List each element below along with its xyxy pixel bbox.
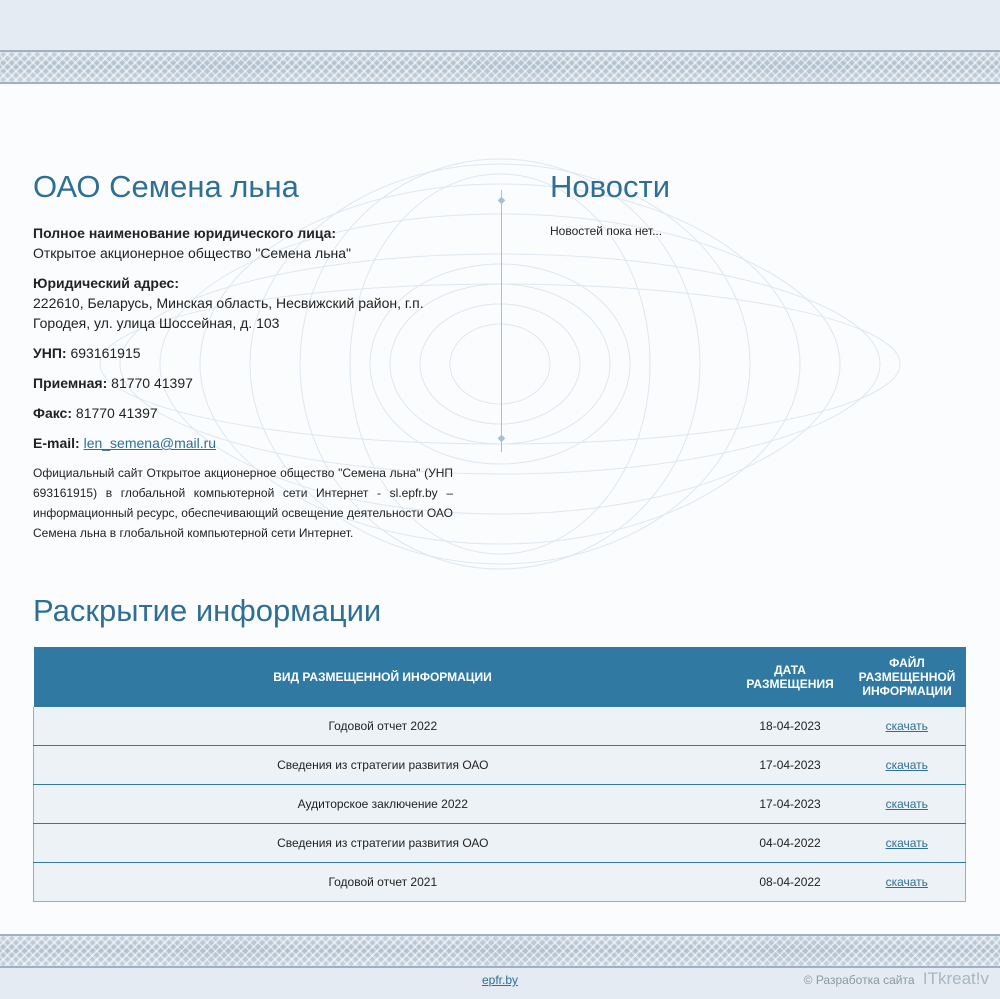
reception-block [33, 373, 453, 393]
row-type: Годовой отчет 2021 [34, 863, 732, 902]
row-date: 08-04-2022 [732, 863, 849, 902]
unp-value: 693161915 [70, 345, 141, 361]
download-link[interactable]: скачать [885, 836, 928, 850]
table-row [34, 746, 966, 785]
row-date: 17-04-2023 [732, 785, 849, 824]
developer-credit [804, 969, 989, 989]
email-link[interactable]: len_semena@mail.ru [83, 435, 217, 451]
download-link[interactable]: скачать [885, 875, 928, 889]
table-header-row [34, 647, 966, 707]
bottom-ornament-band [0, 934, 1000, 968]
column-header-file: ФАЙЛ РАЗМЕЩЕННОЙ ИНФОРМАЦИИ [849, 647, 966, 707]
email-block [33, 433, 453, 453]
footer-site-link[interactable]: epfr.by [482, 973, 519, 987]
reception-value: 81770 41397 [111, 375, 193, 391]
row-date: 18-04-2023 [732, 707, 849, 746]
table-row [34, 863, 966, 902]
row-date: 04-04-2022 [732, 824, 849, 863]
developer-logo[interactable]: ITkreat!v [922, 969, 989, 988]
row-type: Сведения из стратегии развития ОАО [34, 746, 732, 785]
fax-value: 81770 41397 [75, 405, 158, 421]
developer-text: © Разработка сайта [803, 973, 915, 987]
address-value: 222610, Беларусь, Минская область, Несвижский район, г.п. Городея, ул. улица Шоссейная, д. 103 [33, 295, 424, 331]
row-file-cell [849, 746, 966, 785]
main-content [0, 84, 1000, 934]
address-label: Юридический адрес: [33, 275, 179, 291]
fax-block [33, 403, 453, 423]
top-strip [0, 0, 1000, 50]
top-ornament-band [0, 50, 1000, 84]
fax-label: Факс: [33, 405, 73, 421]
column-header-date: ДАТА РАЗМЕЩЕНИЯ [732, 647, 849, 707]
column-divider [501, 190, 502, 452]
reception-label: Приемная: [33, 375, 108, 391]
unp-label: УНП: [33, 345, 67, 361]
table-row [34, 824, 966, 863]
download-link[interactable]: скачать [885, 797, 928, 811]
row-file-cell [849, 785, 966, 824]
row-file-cell [849, 824, 966, 863]
row-type: Годовой отчет 2022 [34, 707, 732, 746]
email-label: E-mail: [33, 435, 80, 451]
download-link[interactable]: скачать [885, 719, 928, 733]
full-name-block [33, 223, 453, 263]
news-title: Новости [550, 169, 671, 204]
divider-top-ornament: ◆ [497, 195, 506, 206]
address-block [33, 273, 453, 333]
site-description: Официальный сайт Открытое акционерное общество "Семена льна" (УНП 693161915) в глобальной компьютерной сети Интернет - sl.epfr.by – информационный ресурс, обеспечивающий освещение деятельности ОАО Семена льна в глобальной компьютерной сети Интернет. [33, 466, 453, 540]
row-type: Сведения из стратегии развития ОАО [34, 824, 732, 863]
row-date: 17-04-2023 [732, 746, 849, 785]
row-file-cell [849, 863, 966, 902]
row-file-cell [849, 707, 966, 746]
company-title: ОАО Семена льна [33, 169, 299, 204]
row-type: Аудиторское заключение 2022 [34, 785, 732, 824]
unp-block [33, 343, 453, 363]
news-empty-text: Новостей пока нет... [550, 224, 663, 238]
full-name-label: Полное наименование юридического лица: [33, 225, 337, 241]
table-row [34, 707, 966, 746]
disclosure-title: Раскрытие информации [33, 593, 382, 628]
disclosure-table [33, 647, 966, 902]
table-row [34, 785, 966, 824]
footer [0, 968, 1000, 999]
divider-bottom-ornament: ◆ [497, 433, 506, 444]
column-header-type: ВИД РАЗМЕЩЕННОЙ ИНФОРМАЦИИ [34, 647, 732, 707]
download-link[interactable]: скачать [885, 758, 928, 772]
full-name-value: Открытое акционерное общество "Семена льна" [33, 245, 351, 261]
